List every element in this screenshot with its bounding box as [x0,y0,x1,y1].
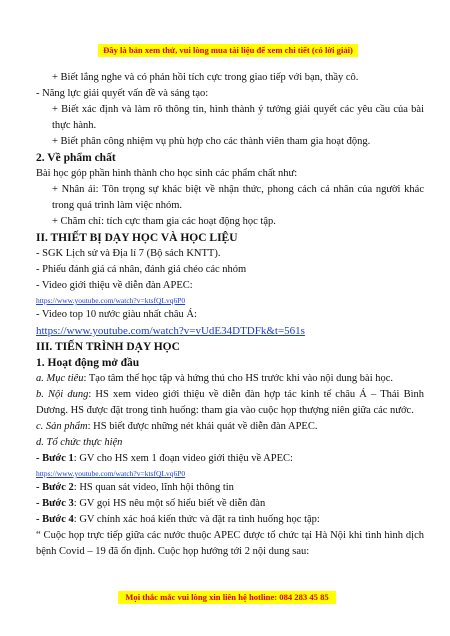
preview-banner: Đây là bản xem thử, vui lòng mua tài liệu để xem chi tiết (có lời giải) [98,44,358,57]
video-link[interactable]: https://www.youtube.com/watch?v=ktsfQLvq6P0 [36,469,186,478]
label-san-pham: c. Sản phẩm [36,421,88,432]
step-1-text: : GV cho HS xem 1 đoạn video giới thiệu về APEC: [73,453,293,464]
step-3-label: - Bước 3 [36,498,74,509]
section-heading: 1. Hoạt động mở đầu [36,357,140,369]
step-4-label: - Bước 4 [36,514,74,525]
text-line: - Phiếu đánh giá cá nhân, đánh giá chéo các nhóm [36,264,247,275]
text-san-pham: : HS biết được những nét khái quát về diễn đàn APEC. [87,421,318,432]
text-noi-dung: : HS xem video giới thiệu về diễn đàn hợp tác kinh tế châu Á – Thái Bình Dương. HS được đặt trong tình huống: tham gia vào cuộc họp thượng niên giữa các nước. [36,389,425,416]
label-noi-dung: b. Nội dung [36,389,89,400]
text-paragraph: + Biết xác định và làm rõ thông tin, hình thành ý tưởng giải quyết các yêu cầu của bài thực hành. [52,104,424,131]
text-line: - Năng lực giải quyết vấn đề và sáng tạo: [36,88,209,99]
text-line: Bài học góp phần hình thành cho học sinh các phẩm chất như: [36,168,298,179]
section-heading: II. THIẾT BỊ DẠY HỌC VÀ HỌC LIỆU [36,232,238,244]
text-line: - SGK Lịch sử và Địa lí 7 (Bộ sách KNTT). [36,248,221,259]
section-heading: 2. Về phẩm chất [36,152,116,164]
text-line: + Biết lắng nghe và có phản hồi tích cực trong giao tiếp với bạn, thầy cô. [52,72,359,83]
text-line: + Chăm chỉ: tích cực tham gia các hoạt động học tập. [52,216,276,227]
label-to-chuc: d. Tổ chức thực hiện [36,437,123,448]
step-1-label: - Bước 1 [36,453,74,464]
step-2-text: : HS quan sát video, lĩnh hội thông tin [73,482,234,493]
video-link[interactable]: https://www.youtube.com/watch?v=vUdE34DTDFk&t=561s [36,325,305,337]
step-3-text: : GV gọi HS nêu một số hiểu biết về diễn đàn [73,498,266,509]
text-muc-tieu: : Tạo tâm thế học tập và hứng thú cho HS trước khi vào nội dung bài học. [83,373,394,384]
text-paragraph: + Nhân ái: Tôn trọng sự khác biệt về nhận thức, phong cách cá nhân của người khác trong quá trình làm việc nhóm. [52,184,424,211]
label-muc-tieu: a. Mục tiêu [36,373,84,384]
section-heading: III. TIẾN TRÌNH DẠY HỌC [36,341,180,353]
text-line: - Video giới thiệu về diễn đàn APEC: [36,280,193,291]
text-line: + Biết phân công nhiệm vụ phù hợp cho các thành viên tham gia hoạt động. [52,136,371,147]
document-body [36,70,424,560]
step-4-text: : GV chính xác hoá kiến thức và đặt ra tình huống học tập: [73,514,320,525]
quote-paragraph: “ Cuộc họp trực tiếp giữa các nước thuộc APEC được tổ chức tại Hà Nội khi tình hình dịch bệnh Covid – 19 đã ổn định. Cuộc họp hướng tới 2 nội dung sau: [36,530,424,557]
video-link[interactable]: https://www.youtube.com/watch?v=ktsfQLvq6P0 [36,296,186,305]
text-line: - Video top 10 nước giàu nhất châu Á: [36,309,197,320]
step-2-label: - Bước 2 [36,482,74,493]
hotline-footer: Mọi thắc mắc vui lòng xin liên hệ hotline: 084 283 45 85 [118,591,336,604]
